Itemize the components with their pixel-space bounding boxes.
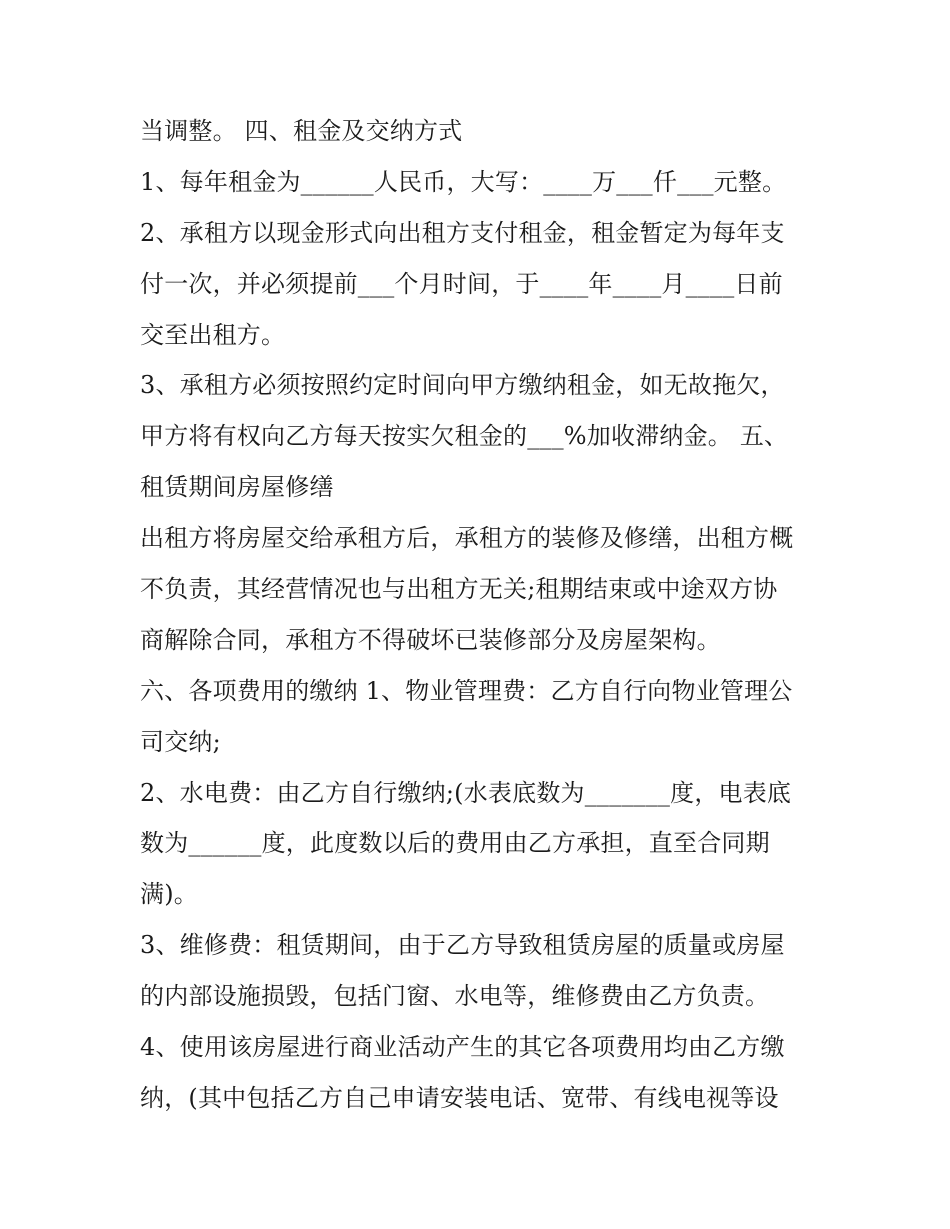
text-line: 2、承租方以现金形式向出租方支付租金，租金暂定为每年支	[140, 218, 785, 247]
document-page	[140, 106, 830, 1124]
text-line: 满)。	[140, 880, 198, 909]
text-line: 1、每年租金为______人民币，大写：____万___仟___元整。	[140, 167, 787, 196]
text-line: 3、维修费：租赁期间，由于乙方导致租赁房屋的质量或房屋	[140, 931, 785, 960]
text-line: 司交纳;	[140, 727, 221, 756]
text-line: 当调整。 四、租金及交纳方式	[140, 117, 463, 145]
text-line: 六、各项费用的缴纳 1、物业管理费：乙方自行向物业管理公	[140, 676, 793, 705]
text-line: 2、水电费：由乙方自行缴纳;(水表底数为_______度，电表底	[140, 778, 792, 807]
text-line: 付一次，并必须提前___个月时间，于____年____月____日前	[140, 269, 783, 298]
text-line: 租赁期间房屋修缮	[140, 473, 334, 502]
text-line: 纳，(其中包括乙方自己申请安装电话、宽带、有线电视等设	[140, 1083, 779, 1112]
text-line: 交至出租方。	[140, 320, 286, 349]
text-line: 3、承租方必须按照约定时间向甲方缴纳租金，如无故拖欠，	[140, 371, 785, 400]
text-line: 甲方将有权向乙方每天按实欠租金的___%加收滞纳金。 五、	[140, 422, 789, 451]
text-line: 商解除合同，承租方不得破坏已装修部分及房屋架构。	[140, 625, 721, 654]
text-line: 4、使用该房屋进行商业活动产生的其它各项费用均由乙方缴	[140, 1033, 785, 1062]
text-line: 数为______度，此度数以后的费用由乙方承担，直至合同期	[140, 829, 770, 858]
text-line: 不负责，其经营情况也与出租方无关;租期结束或中途双方协	[140, 575, 778, 604]
text-line: 出租方将房屋交给承租方后，承租方的装修及修缮，出租方概	[140, 524, 794, 553]
text-line: 的内部设施损毁，包括门窗、水电等，维修费由乙方负责。	[140, 982, 770, 1011]
